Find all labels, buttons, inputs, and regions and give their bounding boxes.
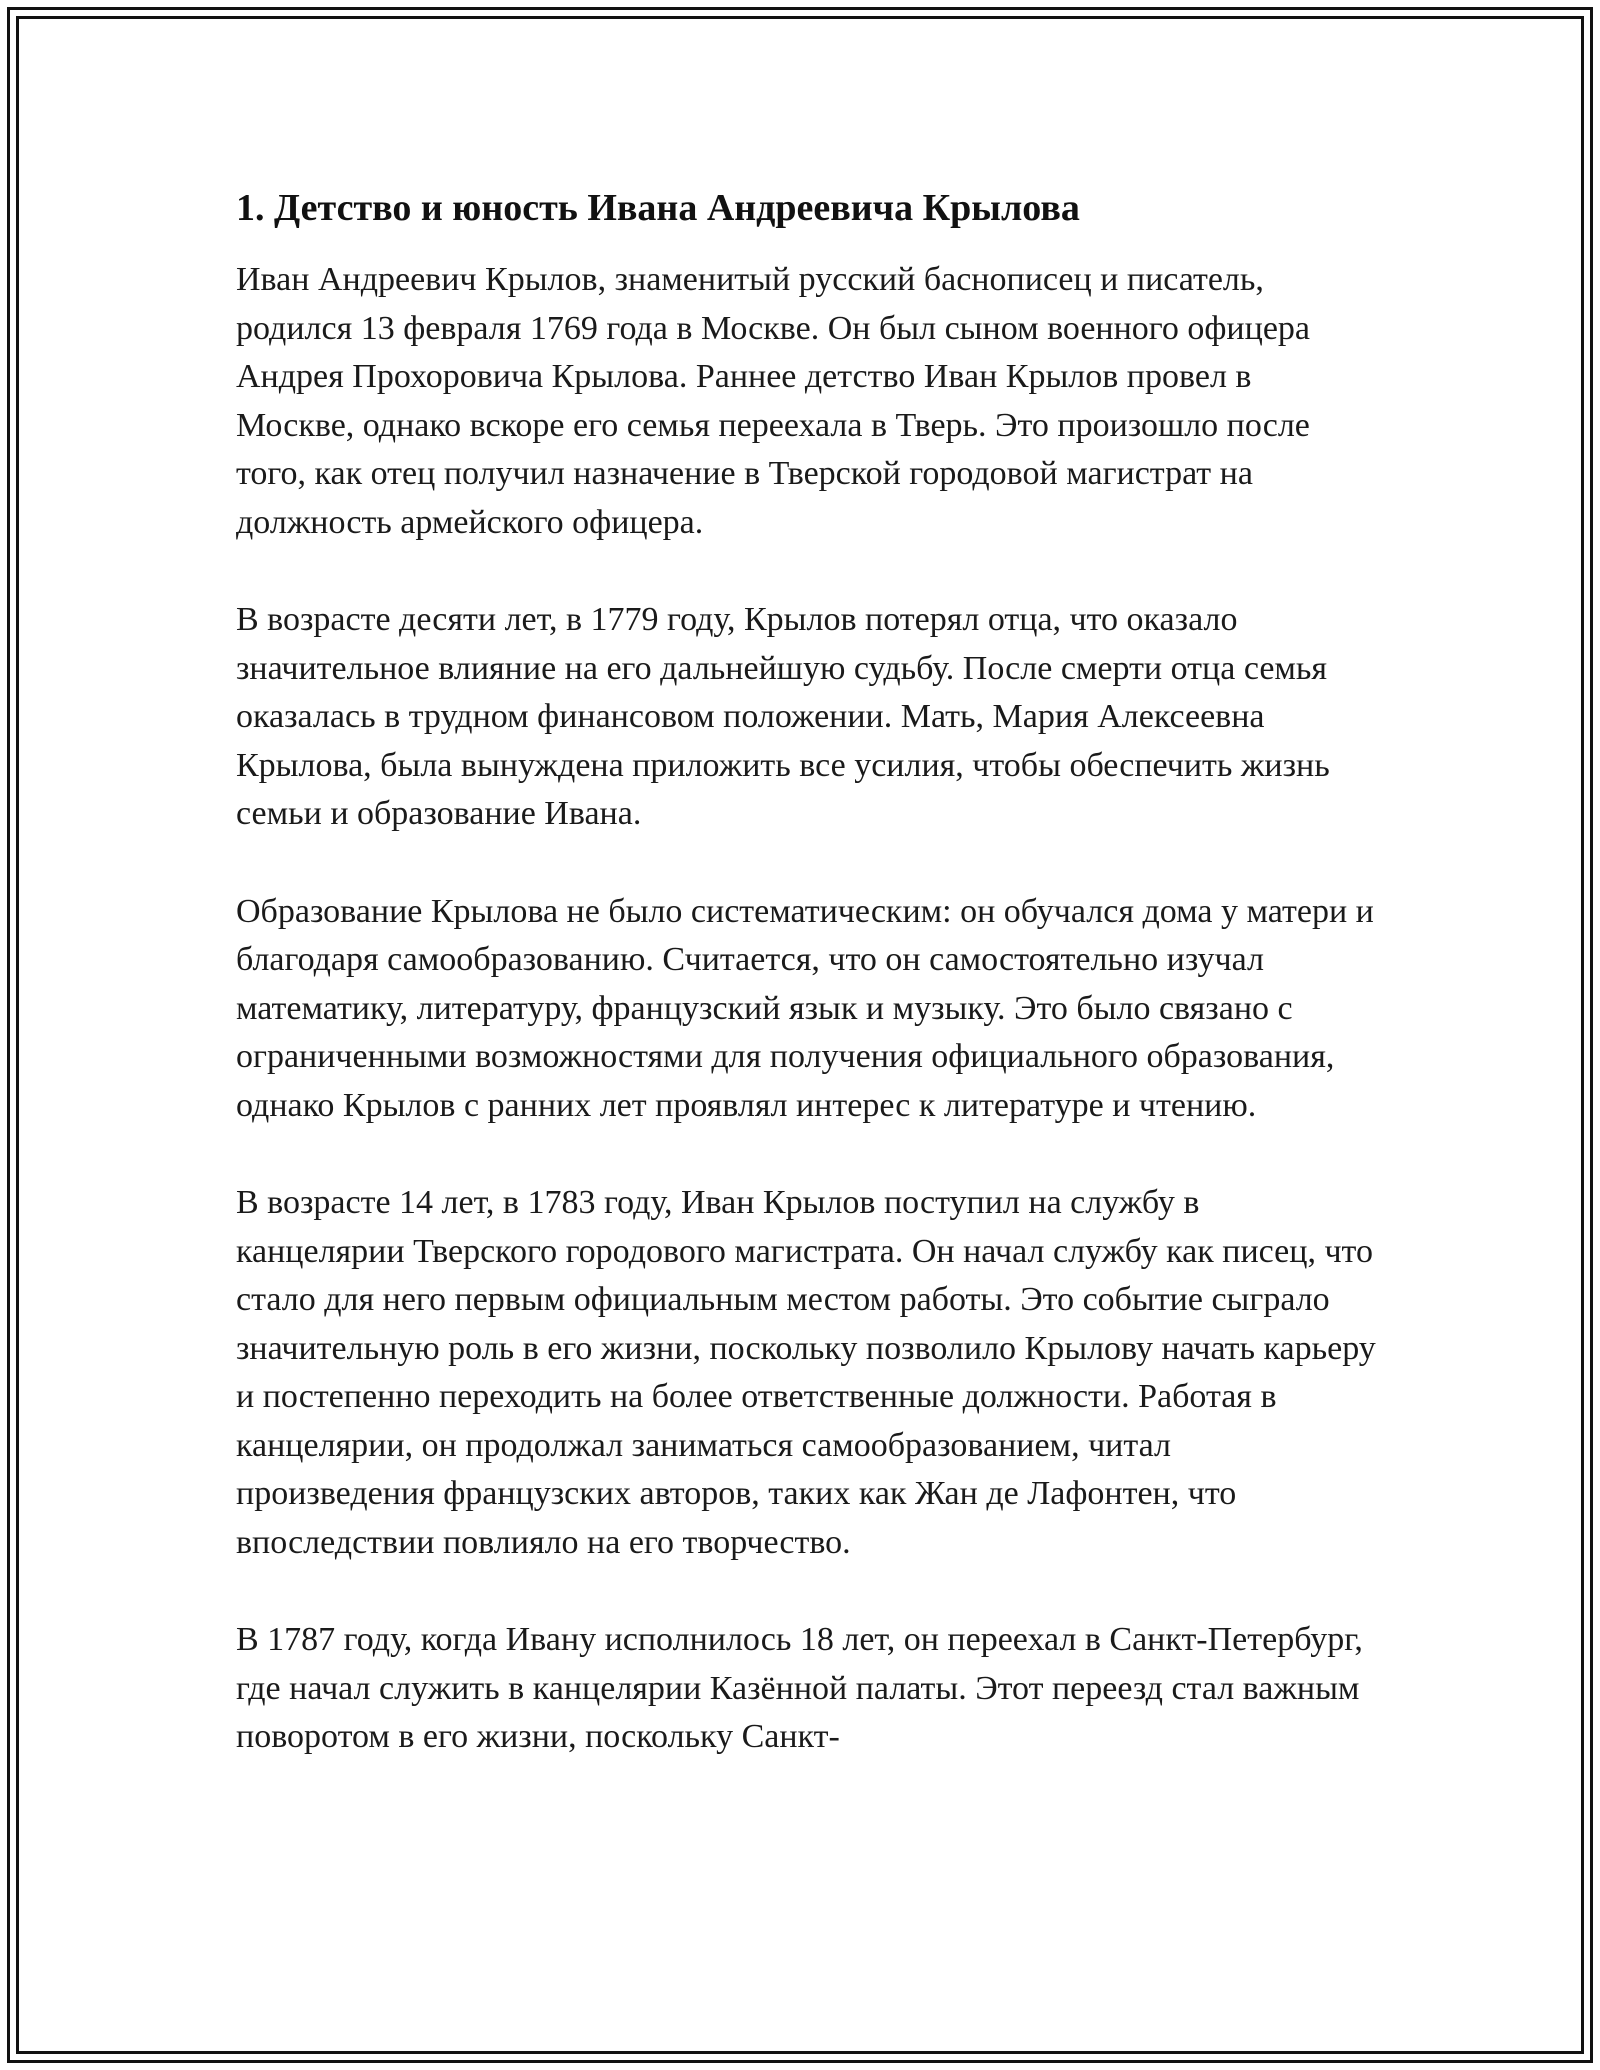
paragraph-petersburg: В 1787 году, когда Ивану исполнилось 18 лет, он переехал в Санкт-Петербург, где начал служить в канцелярии Казённой палаты. Этот переезд стал важным поворотом в его жизни, поскольку Санкт- — [236, 1621, 1363, 1755]
document-body — [236, 182, 1376, 1811]
paragraph-childhood: Иван Андреевич Крылов, знаменитый русский баснописец и писатель, родился 13 февраля 1769 года в Москве. Он был сыном военного офицера Андрея Прохоровича Крылова. Раннее детство Иван Крылов провел в Москве, однако вскоре его семья переехала в Тверь. Это произошло после того, как отец получил назначение в Тверской городовой магистрат на должность армейского офицера. — [236, 261, 1311, 541]
paragraph-father-death: В возрасте десяти лет, в 1779 году, Крылов потерял отца, что оказало значительное влияние на его дальнейшую судьбу. После смерти отца семья оказалась в трудном финансовом положении. Мать, Мария Алексеевна Крылова, была вынуждена приложить все усилия, чтобы обеспечить жизнь семьи и образование Ивана. — [236, 601, 1330, 832]
section-heading: 1. Детство и юность Ивана Андреевича Крылова — [236, 187, 1080, 229]
paragraph-education: Образование Крылова не было систематическим: он обучался дома у матери и благодаря самообразованию. Считается, что он самостоятельно изучал математику, литературу, французский язык и музыку. Это было связано с ограниченными возможностями для получения официального образования, однако Крылов с ранних лет проявлял интерес к литературе и чтению. — [236, 892, 1374, 1124]
paragraph-first-service: В возрасте 14 лет, в 1783 году, Иван Крылов поступил на службу в канцелярии Тверского городового магистрата. Он начал службу как писец, что стало для него первым официальным местом работы. Это событие сыграло значительную роль в его жизни, поскольку позволило Крылову начать карьеру и постепенно переходить на более ответственные должности. Работая в канцелярии, он продолжал заниматься самообразованием, читал произведения французских авторов, таких как Жан де Лафонтен, что впоследствии повлияло на его творчество. — [236, 1184, 1376, 1561]
